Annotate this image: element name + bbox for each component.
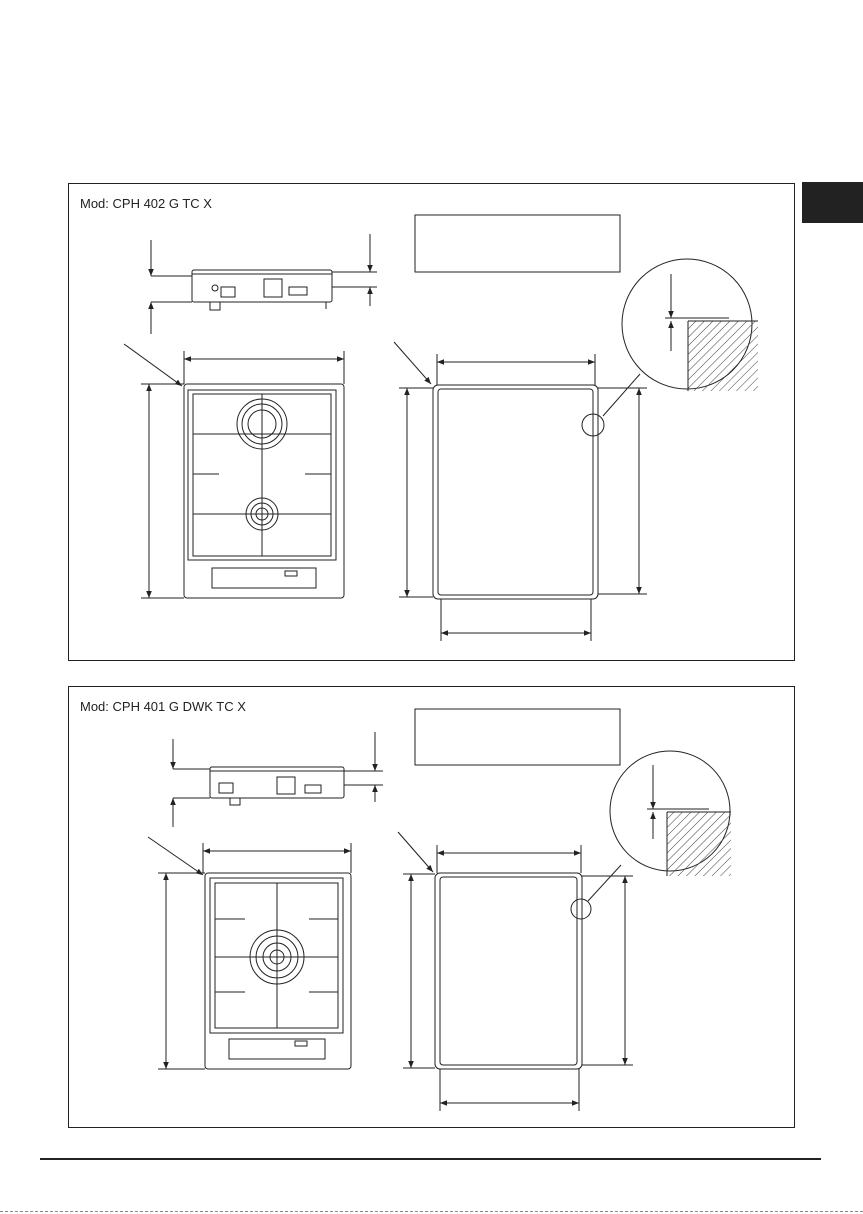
- leader-arrow-icon: [124, 344, 182, 386]
- hob-top-view: [205, 873, 351, 1069]
- installation-drawing: [69, 184, 796, 662]
- worktop-hatch: [688, 321, 758, 391]
- note-box: [415, 709, 620, 765]
- hob-side-view: [210, 767, 344, 805]
- language-tab: [802, 182, 863, 223]
- panel-cph-401: [68, 686, 795, 1128]
- detail-leader: [603, 374, 640, 416]
- cutout-outline: [435, 873, 591, 1069]
- panel-title: Mod: CPH 402 G TC X: [80, 196, 212, 211]
- cutout-outline: [433, 385, 604, 599]
- panel-title: Mod: CPH 401 G DWK TC X: [80, 699, 246, 714]
- hob-top-view: [184, 384, 344, 598]
- leader-arrow-icon: [394, 342, 431, 384]
- hob-side-view: [192, 270, 332, 310]
- note-box: [415, 215, 620, 272]
- worktop-hatch: [667, 812, 731, 876]
- panel-cph-402: [68, 183, 795, 661]
- leader-arrow-icon: [148, 837, 203, 875]
- footer-rule: [40, 1158, 821, 1160]
- installation-drawing: [69, 687, 796, 1129]
- detail-leader: [588, 865, 621, 901]
- leader-arrow-icon: [398, 832, 433, 872]
- page-edge: [0, 1211, 863, 1212]
